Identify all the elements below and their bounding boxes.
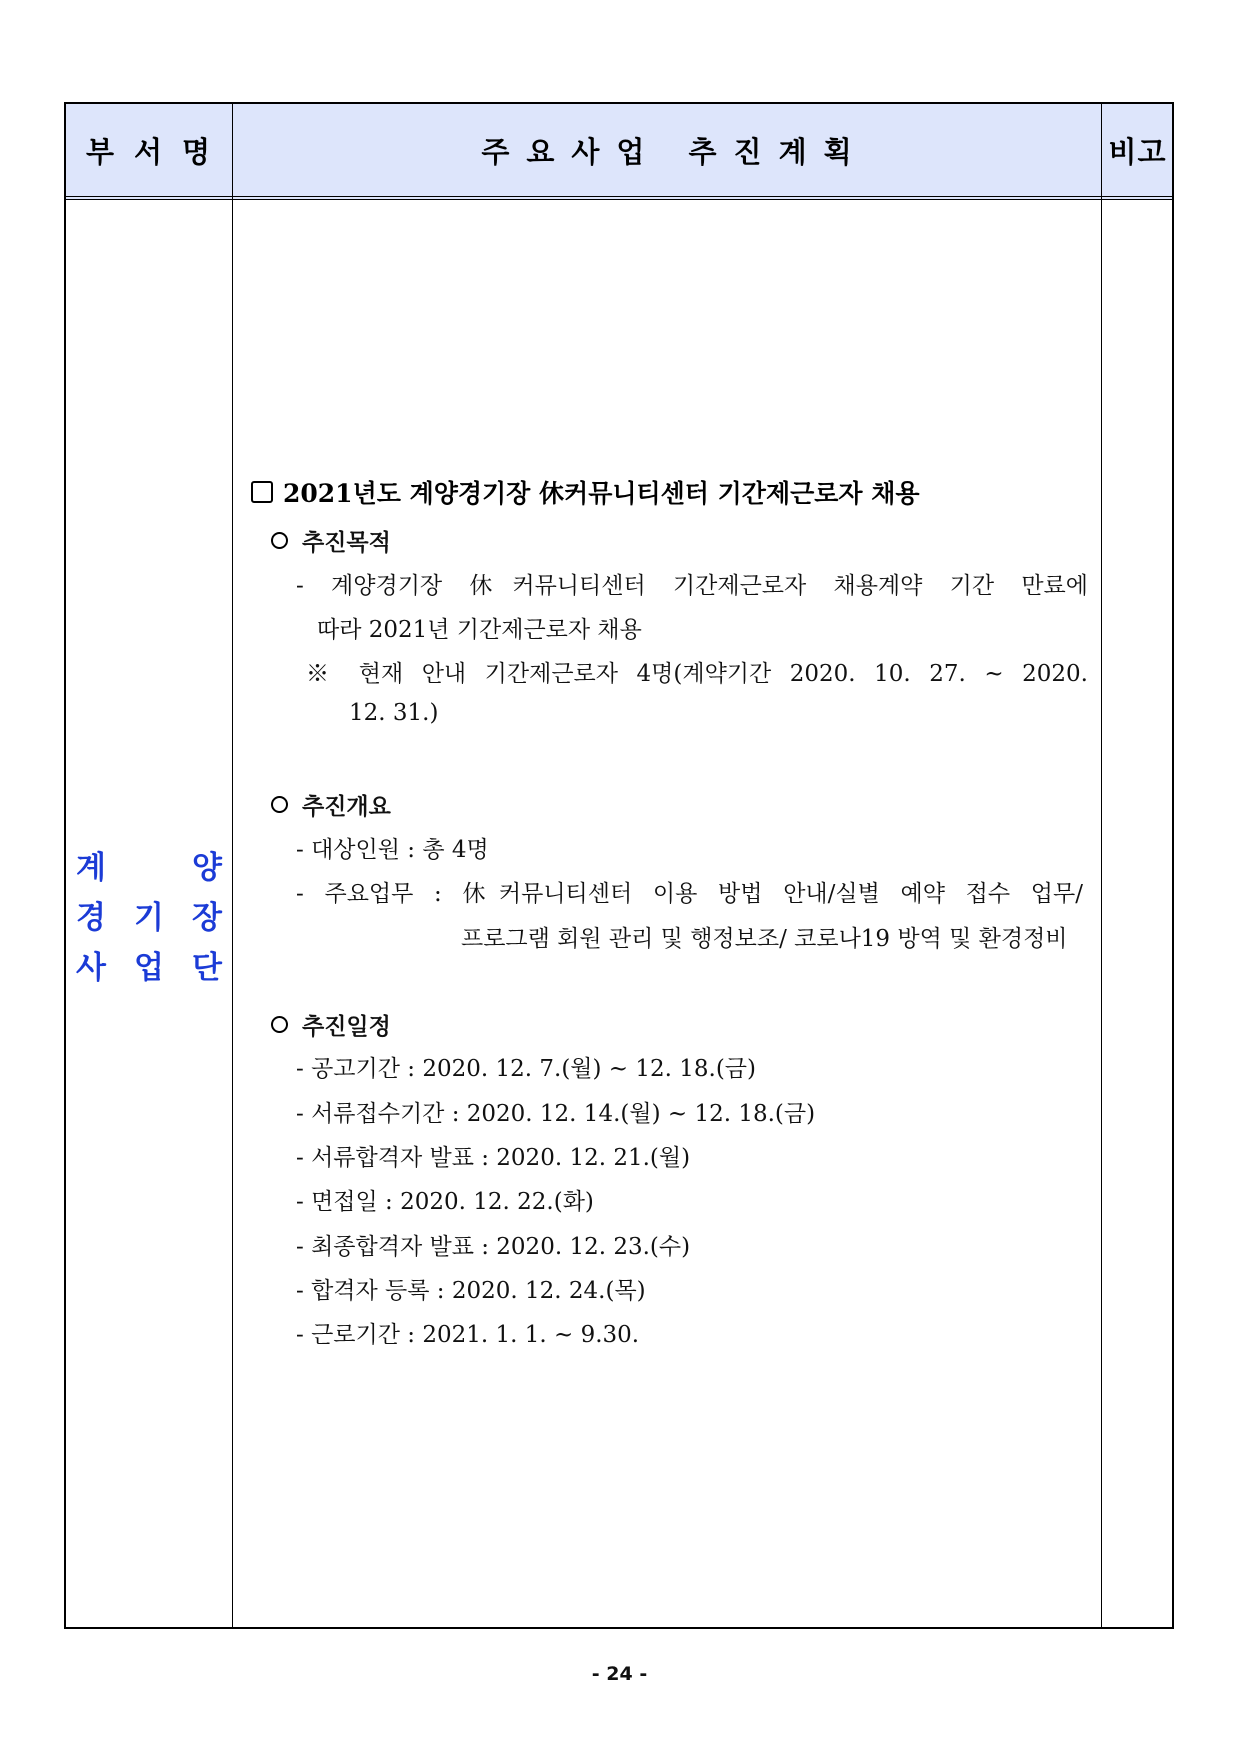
header-dept: 부서명 <box>85 134 231 169</box>
schedule-item: - 서류접수기간 : 2020. 12. 14.(월) ~ 12. 18.(금) <box>296 1101 816 1127</box>
schedule-item: - 최종합격자 발표 : 2020. 12. 23.(수) <box>296 1234 691 1260</box>
dept-name-line: 경 기 장 <box>76 899 222 936</box>
schedule-item: - 면접일 : 2020. 12. 22.(화) <box>296 1189 594 1215</box>
overview-duty: - 주요업무 : 休커뮤니티센터 이용 방법 안내/실별 예약 접수 업무/ <box>296 881 1083 907</box>
circle-bullet-icon <box>271 532 288 549</box>
dept-name-line: 사 업 단 <box>76 949 222 986</box>
overview-duty: 프로그램 회원 관리 및 행정보조/ 코로나19 방역 및 환경정비 <box>461 926 1068 952</box>
header-note: 비고 <box>1108 134 1167 169</box>
purpose-line: - 계양경기장 休커뮤니티센터 기간제근로자 채용계약 기간 만료에 <box>296 573 1088 599</box>
dept-name-line: 계 양 <box>76 849 222 886</box>
purpose-note: 12. 31.) <box>349 700 439 726</box>
plan-table <box>64 102 1174 1629</box>
circle-bullet-icon <box>271 1016 288 1033</box>
checkbox-icon <box>251 481 273 503</box>
page-number: - 24 - <box>591 1663 648 1685</box>
section-overview: 추진개요 <box>271 788 391 821</box>
project-title: 2021년도 계양경기장 休커뮤니티센터 기간제근로자 채용 <box>251 474 920 510</box>
purpose-note: ※ 현재 안내 기간제근로자 4명(계약기간 2020. 10. 27. ~ 2020. <box>306 661 1088 687</box>
section-schedule: 추진일정 <box>271 1008 391 1041</box>
column-divider <box>1101 104 1102 1627</box>
column-divider <box>232 104 233 1627</box>
schedule-item: - 근로기간 : 2021. 1. 1. ~ 9.30. <box>296 1322 640 1348</box>
section-purpose: 추진목적 <box>271 524 391 557</box>
dept-name <box>66 839 232 989</box>
header-plan: 주요사업 추진계획 <box>481 134 869 169</box>
purpose-line: 따라 2021년 기간제근로자 채용 <box>317 617 642 643</box>
schedule-item: - 서류합격자 발표 : 2020. 12. 21.(월) <box>296 1145 691 1171</box>
circle-bullet-icon <box>271 796 288 813</box>
schedule-item: - 공고기간 : 2020. 12. 7.(월) ~ 12. 18.(금) <box>296 1056 757 1082</box>
overview-target: - 대상인원 : 총 4명 <box>296 837 489 863</box>
schedule-item: - 합격자 등록 : 2020. 12. 24.(목) <box>296 1278 646 1304</box>
